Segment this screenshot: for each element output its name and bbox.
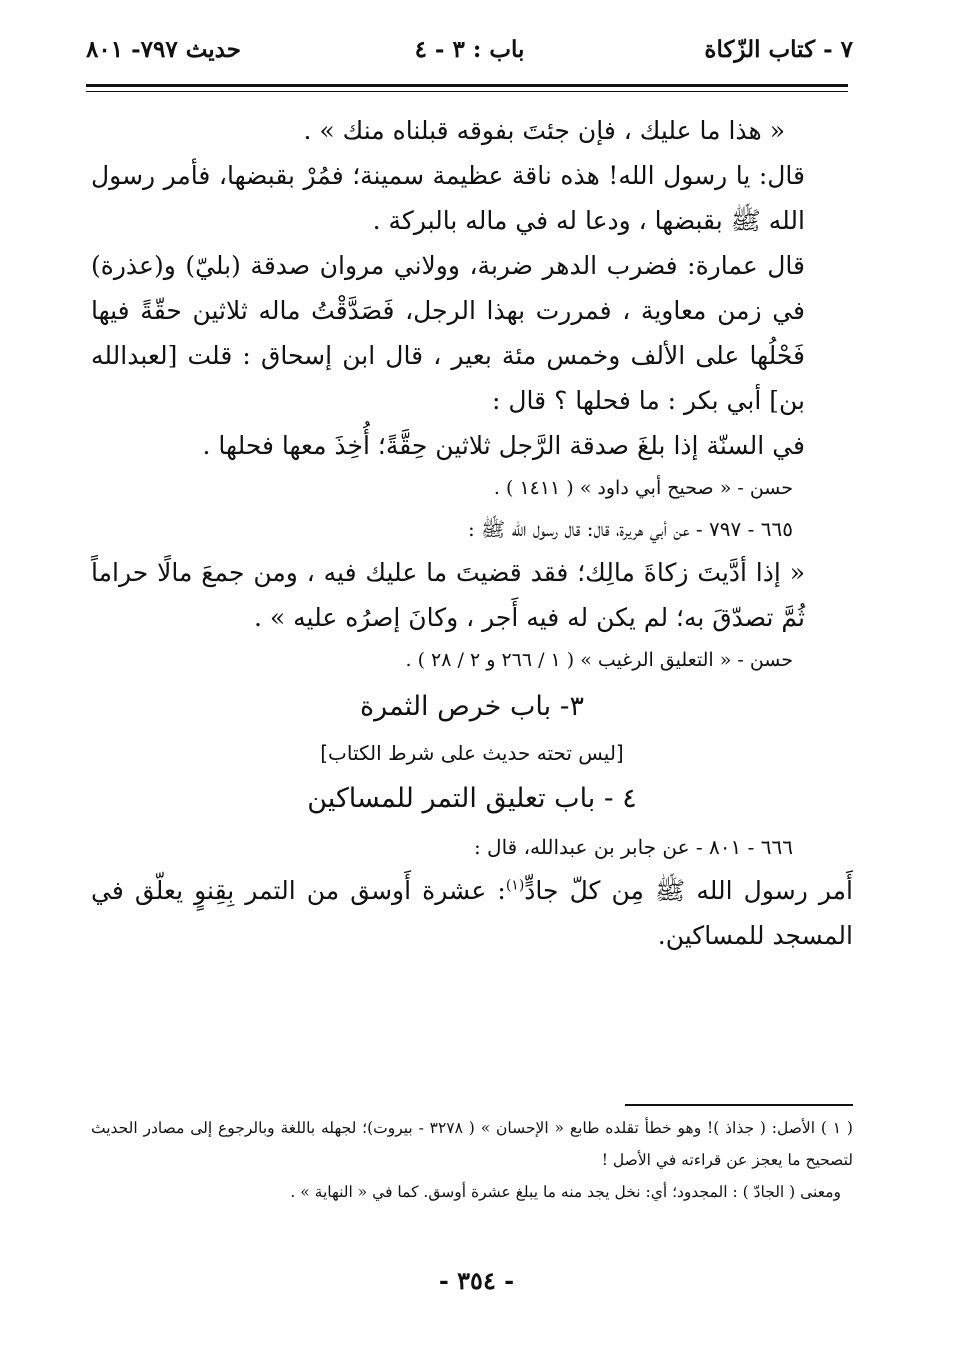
hadith-range: حديث ٧٩٧- ٨٠١	[86, 36, 241, 63]
footnote-rule	[625, 1104, 853, 1106]
main-text	[91, 108, 853, 958]
quote-line: « هذا ما عليك ، فإن جئتَ بفوقه قبلناه منك » .	[303, 116, 785, 145]
chapter-note: [ليس تحته حديث على شرط الكتاب]	[320, 741, 624, 765]
header-rule-thin	[86, 91, 848, 92]
hadith-grade: حسن - « صحيح أبي داود » ( ١٤١١ ) .	[493, 477, 793, 499]
hadith-heading: ٦٦٦ - ٨٠١ - عن جابر بن عبدالله، قال :	[473, 835, 793, 859]
paragraph: قال: يا رسول الله! هذه ناقة عظيمة سمينة؛ فمُرْ بقبضها، فأمر رسول الله ﷺ بقبضها ، ودعا له في ماله بالبركة .	[91, 161, 805, 235]
chapter-heading: ٣- باب خرص الثمرة	[360, 691, 584, 722]
paragraph: في السنّة إذا بلغَ صدقة الرَّجل ثلاثين حِقَّةً؛ أُخِذَ معها فحلها .	[202, 431, 805, 460]
paragraph-text: أَمر رسول الله ﷺ مِن كلّ جادٍّ	[524, 876, 853, 905]
section-label: باب : ٣ - ٤	[414, 36, 525, 63]
paragraph: قال عمارة: فضرب الدهر ضربة، وولاني مروان صدقة (بليّ) و(عذرة) في زمن معاوية ، فمررت بهذا الرجل، فَصَدَّقْتُ ماله ثلاثين حقّةً فيها فَحْلُها على الألف وخمس مئة بعير ، قال ابن إسحاق : قلت [لعبدالله بن] أبي بكر : ما فحلها ؟ قال :	[91, 251, 805, 415]
paragraph: « إذا أدَّيتَ زكاةَ مالِك؛ فقد قضيتَ ما عليك فيه ، ومن جمعَ مالًا حراماً ثُمَّ تصدّقَ به؛ لم يكن له فيه أَجر ، وكانَ إصرُه عليه » .	[91, 558, 805, 632]
page-number: - ٣٥٤ -	[438, 1266, 515, 1295]
chapter-title: ٧ - كتاب الزّكاة	[704, 36, 853, 63]
paragraph	[91, 868, 853, 958]
hadith-grade: حسن - « التعليق الرغيب » ( ١ / ٢٦٦ و ٢ / ٢٨ ) .	[405, 649, 793, 671]
header-rule-thick	[86, 84, 848, 87]
footnotes	[91, 1112, 853, 1208]
running-header	[86, 36, 853, 76]
footnote-ref[interactable]: (١)	[505, 877, 525, 894]
hadith-heading: ٦٦٥ - ٧٩٧ - عن أبي هريرة، قال: قال رسول الله ﷺ :	[467, 517, 793, 541]
footnote: ومعنى ( الجادّ ) : المجدود؛ أي: نخل يجد منه ما يبلغ عشرة أوسق. كما في « النهاية » .	[290, 1183, 841, 1201]
chapter-heading: ٤ - باب تعليق التمر للمساكين	[307, 783, 637, 814]
paragraph-text: : عشرة أَوسق من التمر بِقِنوٍ يعلّق في المسجد للمساكين.	[91, 876, 853, 950]
footnote: ( ١ ) الأصل: ( جذاذ )! وهو خطأ تقلده طابع « الإحسان » ( ٣٢٧٨ - بيروت)؛ لجهله باللغة وبالرجوع إلى مصادر الحديث لتصحيح ما يعجز عن قراءته في الأصل !	[91, 1119, 853, 1169]
